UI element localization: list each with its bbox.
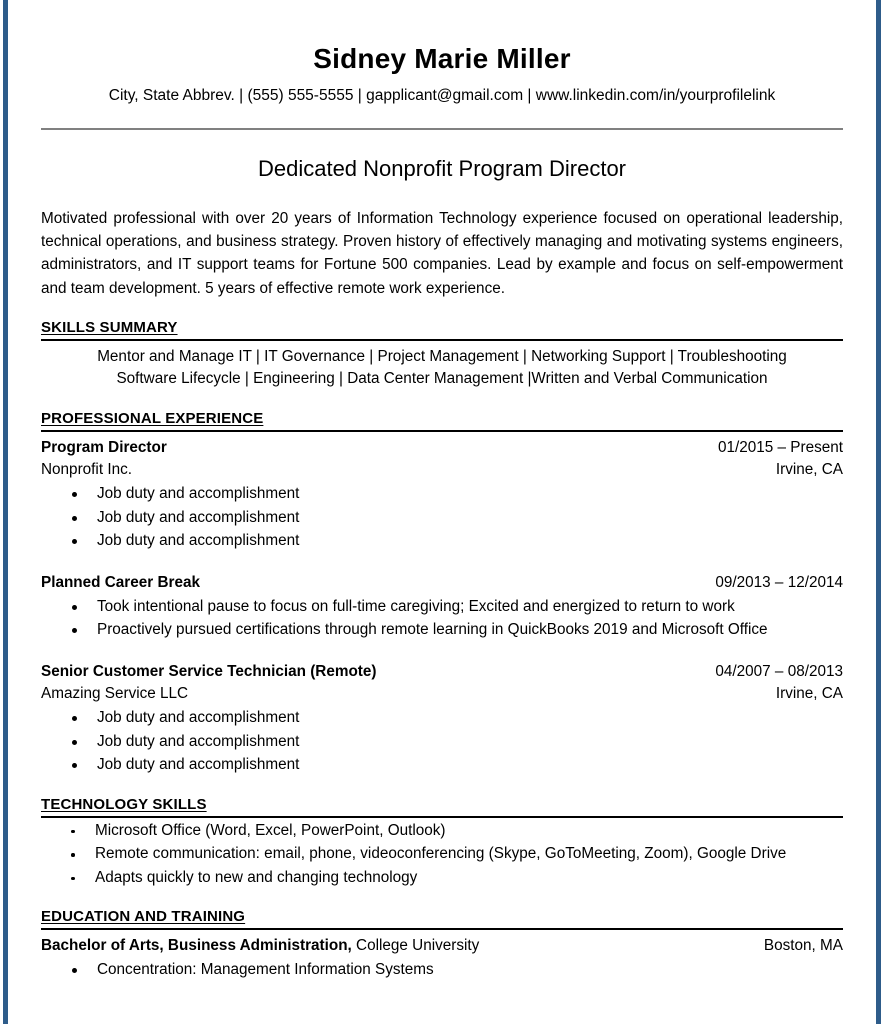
experience-job-title: Planned Career Break	[41, 573, 200, 591]
list-item: Job duty and accomplishment	[41, 754, 843, 776]
resume-content	[41, 0, 843, 1024]
page-left-border	[3, 0, 8, 1024]
experience-title-row	[41, 572, 843, 594]
candidate-name: Sidney Marie Miller	[313, 43, 571, 74]
education-location: Boston, MA	[763, 937, 843, 955]
education-entry-row	[41, 935, 843, 957]
professional-summary: Motivated professional with over 20 years of Information Technology experience focused on operational leadership, technical operations, and business strategy. Proven history of effectively managing and motivating systems engineers, administrators, and IT support teams for Fortune 500 companies. Lead by example and focus on self-empowerment and team development. 5 years of effective remote work experience.	[41, 209, 843, 297]
professional-headline: Dedicated Nonprofit Program Director	[257, 156, 627, 182]
list-item: Adapts quickly to new and changing technology	[41, 867, 843, 889]
experience-bullet-list	[41, 483, 843, 552]
experience-dates: 01/2015 – Present	[717, 439, 843, 457]
page-right-border	[876, 0, 881, 1024]
experience-title-row	[41, 661, 843, 683]
section-title-skills-summary: SKILLS SUMMARY	[41, 318, 178, 336]
experience-bullet-list	[41, 596, 843, 642]
list-item: Proactively pursued certifications through remote learning in QuickBooks 2019 and Microsoft Office	[41, 619, 843, 641]
list-item: Job duty and accomplishment	[41, 530, 843, 552]
section-professional-experience	[41, 410, 843, 777]
experience-title-row	[41, 437, 843, 459]
section-rule-skills-summary	[41, 339, 843, 341]
experience-location: Irvine, CA	[775, 461, 843, 479]
experience-job-title: Senior Customer Service Technician (Remote)	[41, 662, 377, 680]
education-school: College University	[351, 937, 480, 955]
header-divider	[41, 128, 843, 130]
resume-header	[41, 44, 843, 130]
list-item: Concentration: Management Information Systems	[41, 959, 843, 981]
experience-location: Irvine, CA	[775, 685, 843, 703]
education-bullet-list	[41, 959, 843, 981]
experience-company-row	[41, 459, 843, 481]
education-degree-line	[41, 935, 479, 957]
section-title-education-and-training: EDUCATION AND TRAINING	[41, 908, 246, 926]
experience-entry	[41, 437, 843, 553]
section-education-and-training	[41, 908, 843, 982]
experience-entry	[41, 572, 843, 642]
experience-company-row	[41, 683, 843, 705]
list-item: Job duty and accomplishment	[41, 483, 843, 505]
list-item: Remote communication: email, phone, videoconferencing (Skype, GoToMeeting, Zoom), Google Drive	[41, 843, 843, 865]
section-rule-technology-skills	[41, 816, 843, 818]
experience-dates: 09/2013 – 12/2014	[715, 573, 843, 591]
list-item: Microsoft Office (Word, Excel, PowerPoint, Outlook)	[41, 820, 843, 842]
experience-company: Amazing Service LLC	[41, 685, 189, 703]
list-item: Took intentional pause to focus on full-time caregiving; Excited and energized to return to work	[41, 596, 843, 618]
skills-line-2: Software Lifecycle | Engineering | Data Center Management |Written and Verbal Communication	[116, 370, 768, 388]
experience-job-title: Program Director	[41, 439, 167, 457]
skills-line-1: Mentor and Manage IT | IT Governance | Project Management | Networking Support | Troubleshooting	[97, 347, 787, 365]
section-title-technology-skills: TECHNOLOGY SKILLS	[41, 795, 207, 813]
list-item: Job duty and accomplishment	[41, 707, 843, 729]
contact-line: City, State Abbrev. | (555) 555-5555 | gapplicant@gmail.com | www.linkedin.com/in/yourprofilelink	[108, 86, 776, 104]
experience-entry	[41, 661, 843, 777]
experience-bullet-list	[41, 707, 843, 776]
experience-dates: 04/2007 – 08/2013	[715, 662, 843, 680]
section-skills-summary	[41, 319, 843, 391]
section-title-professional-experience: PROFESSIONAL EXPERIENCE	[41, 410, 264, 428]
section-rule-education-and-training	[41, 928, 843, 930]
skills-summary-body	[41, 346, 843, 391]
experience-company: Nonprofit Inc.	[41, 461, 132, 479]
education-degree: Bachelor of Arts, Business Administration,	[41, 937, 352, 955]
technology-skills-list	[41, 820, 843, 889]
list-item: Job duty and accomplishment	[41, 731, 843, 753]
section-technology-skills	[41, 796, 843, 889]
section-rule-professional-experience	[41, 430, 843, 432]
list-item: Job duty and accomplishment	[41, 507, 843, 529]
